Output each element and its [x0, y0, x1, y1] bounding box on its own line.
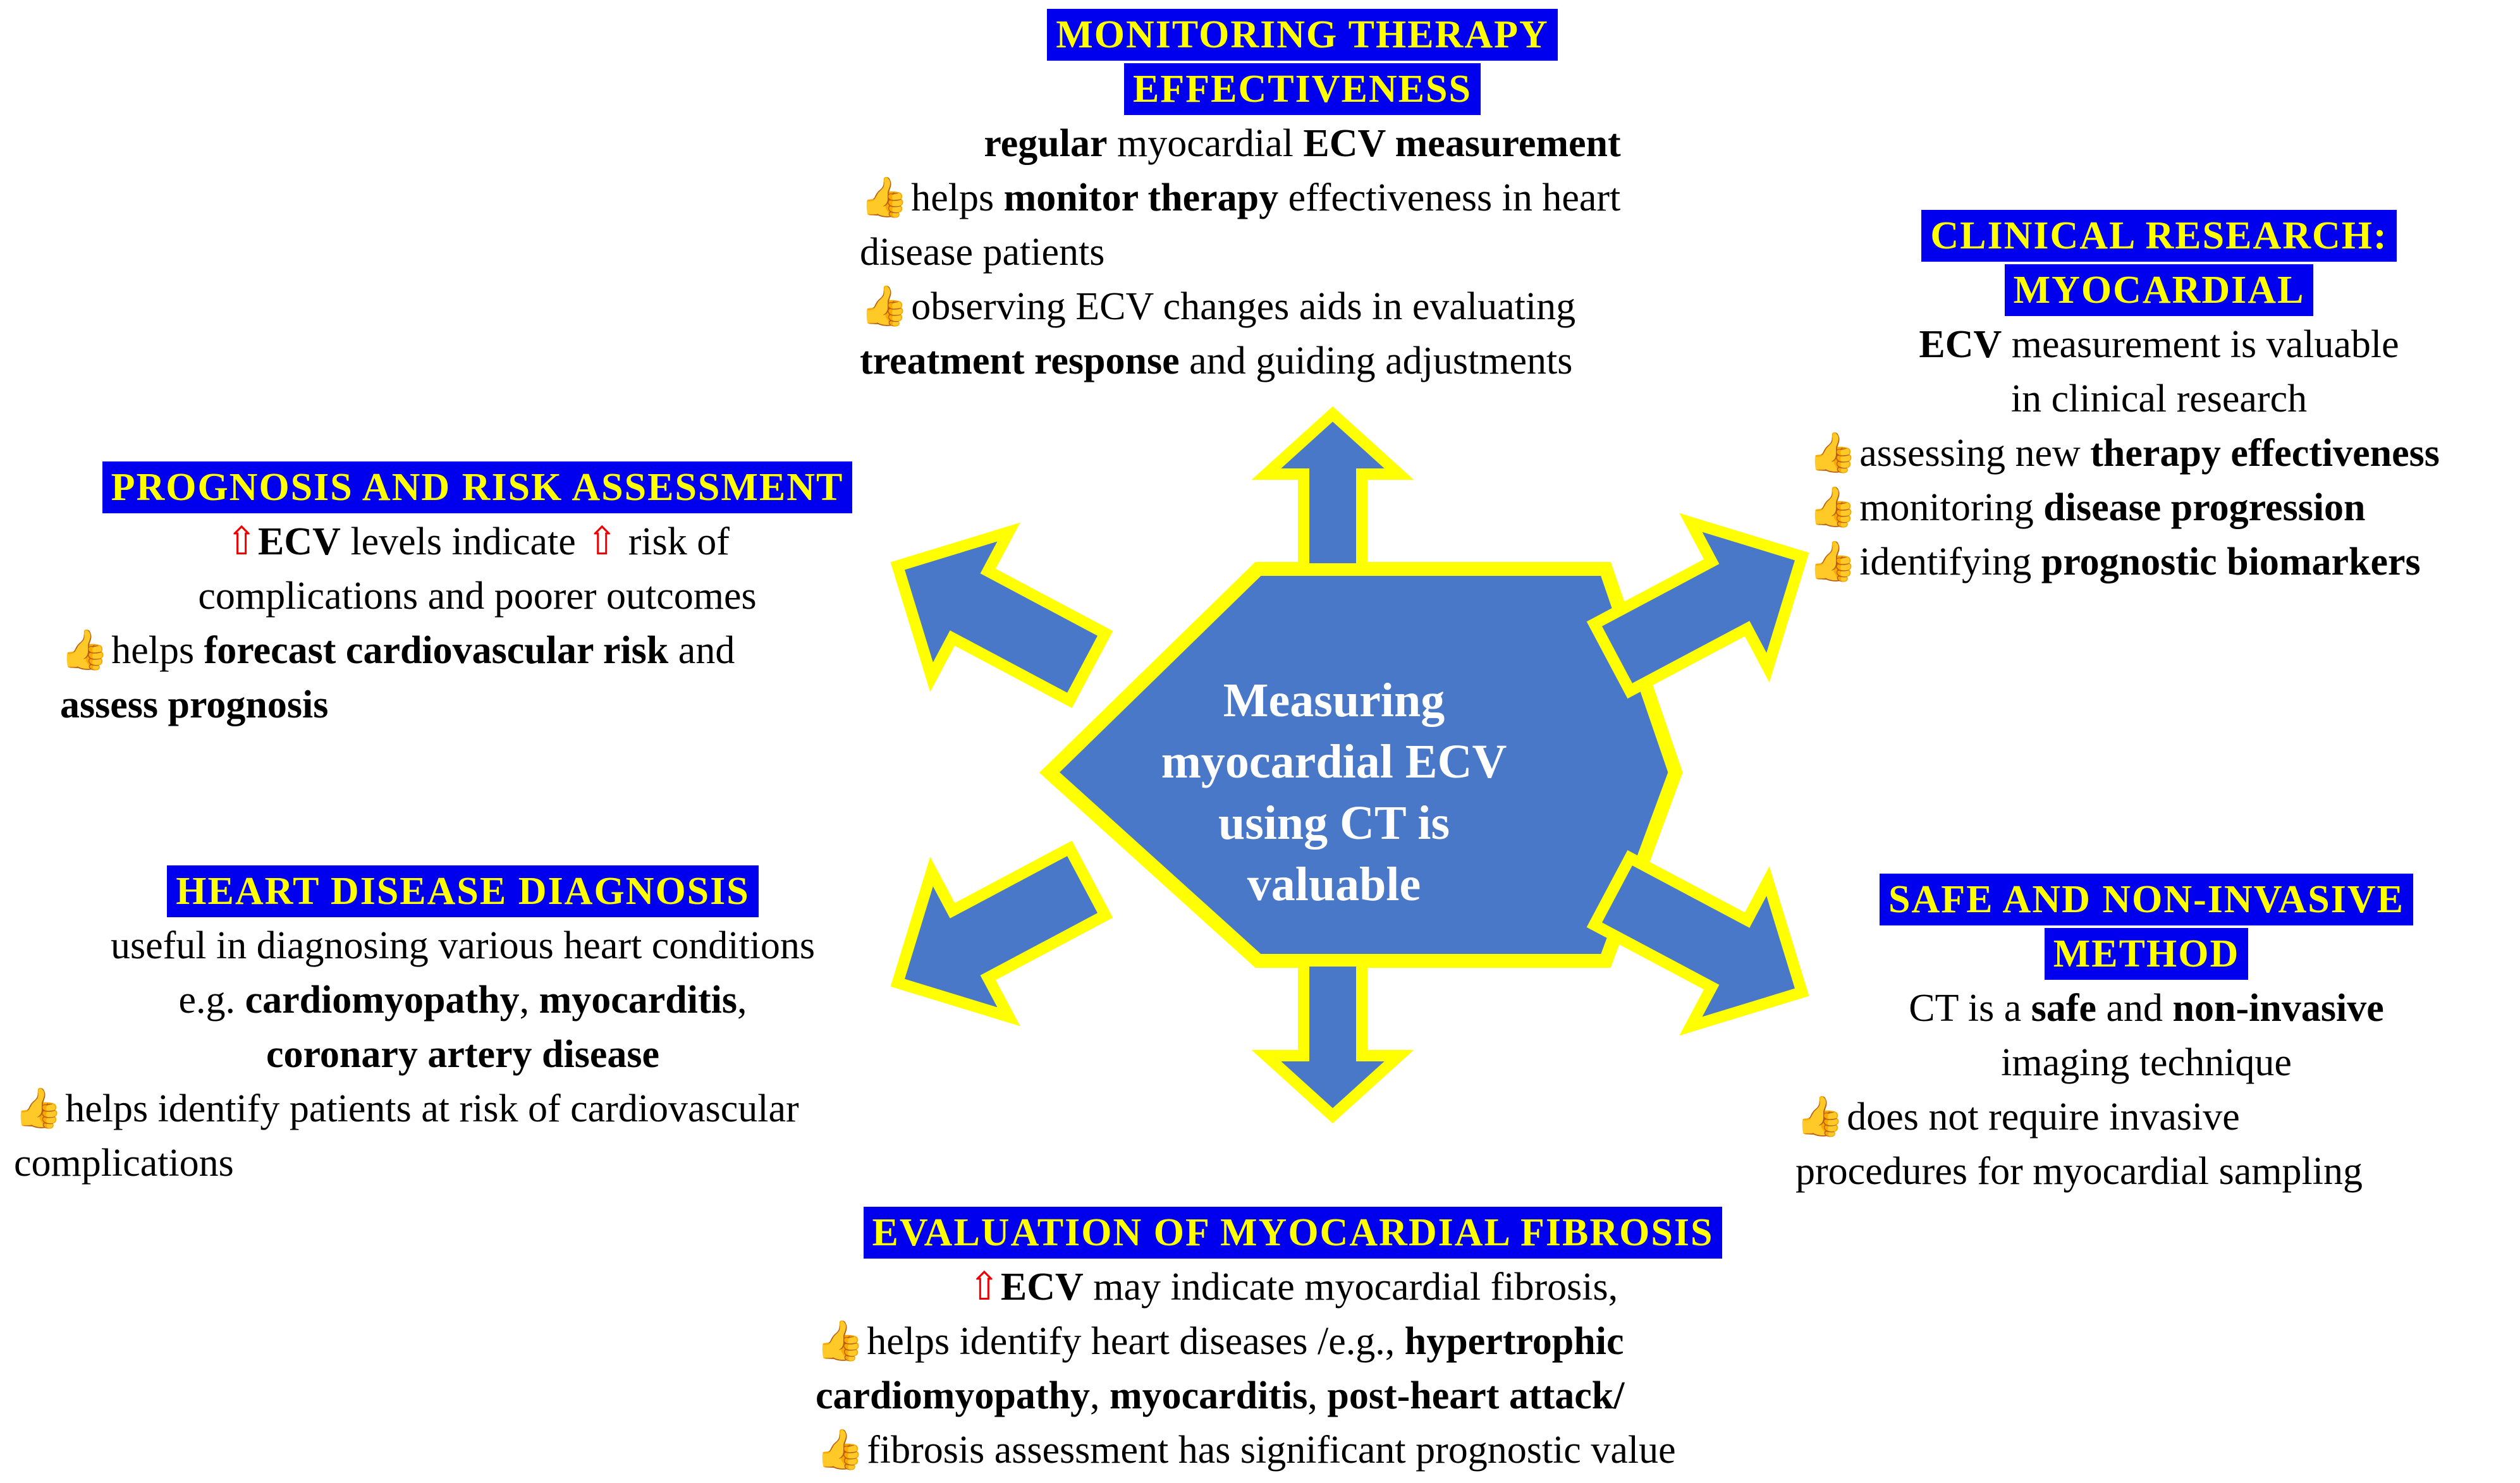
prognosis-line-2: complications and poorer outcomes [198, 575, 757, 618]
arrow-down [1266, 961, 1399, 1116]
diagnosis-text: cardiomyopathy [245, 979, 520, 1022]
fibrosis-line-4 [812, 1423, 1773, 1477]
fibrosis-line-1 [812, 1260, 1773, 1314]
monitoring-text: myocardial [1107, 122, 1304, 165]
fibrosis-text: myocarditis [1110, 1374, 1308, 1417]
thumbs-up-icon: 👍 [14, 1087, 63, 1130]
safe-text: safe [2031, 987, 2097, 1030]
prognosis-text: forecast cardiovascular risk [204, 629, 669, 672]
diagnosis-text: , [519, 979, 539, 1022]
fibrosis-text: , [1307, 1374, 1328, 1417]
research-title-line-2: MYOCARDIAL [2005, 264, 2314, 316]
fibrosis-section [812, 1205, 1773, 1477]
research-line-4 [1808, 480, 2510, 535]
monitoring-title-line-1: MONITORING THERAPY [1047, 9, 1558, 61]
safe-text: does not require invasive [1847, 1095, 2240, 1138]
fibrosis-text: ECV [1000, 1266, 1084, 1309]
monitoring-text: and guiding adjustments [1179, 339, 1573, 382]
research-line-1 [1808, 317, 2510, 372]
prognosis-title: PROGNOSIS AND RISK ASSESSMENT [102, 461, 853, 513]
fibrosis-text: post-heart attack [1327, 1374, 1614, 1417]
safe-section [1795, 872, 2497, 1199]
up-arrow-icon: ⇧ [585, 520, 619, 563]
diagnosis-text: e.g. [178, 979, 245, 1022]
diagnosis-line-1: useful in diagnosing various heart conditions [110, 924, 816, 967]
hub-label-line-3: using CT is [1218, 796, 1450, 850]
fibrosis-text: may indicate myocardial fibrosis, [1083, 1266, 1618, 1309]
safe-line-3 [1795, 1090, 2497, 1144]
safe-line-2: imaging technique [2001, 1041, 2292, 1084]
safe-title-line-2: METHOD [2045, 928, 2248, 980]
fibrosis-title: EVALUATION OF MYOCARDIAL FIBROSIS [864, 1207, 1723, 1259]
prognosis-text: helps [111, 629, 204, 672]
prognosis-line-1 [60, 515, 895, 569]
arrow-up [1266, 414, 1399, 569]
research-line-3 [1808, 426, 2510, 480]
diagnosis-line-4 [14, 1082, 912, 1136]
research-text: prognostic biomarkers [2041, 540, 2421, 583]
safe-title-line-1: SAFE AND NON-INVASIVE [1880, 874, 2413, 925]
thumbs-up-icon: 👍 [1808, 540, 1857, 583]
hub-label-line-1: Measuring [1223, 674, 1445, 727]
hub-label-line-2: myocardial ECV [1161, 735, 1507, 788]
diagnosis-text: myocarditis [539, 979, 737, 1022]
research-section [1808, 209, 2510, 589]
diagnosis-line-3: coronary artery disease [266, 1033, 660, 1076]
prognosis-text: and [668, 629, 735, 672]
hub-label [1043, 670, 1625, 915]
research-text: monitoring [1859, 486, 2044, 529]
diagnosis-section [14, 864, 912, 1190]
research-text: therapy effectiveness [2090, 432, 2440, 475]
diagnosis-line-5: complications [14, 1142, 234, 1185]
prognosis-section [60, 460, 895, 732]
up-arrow-icon: ⇧ [225, 520, 259, 563]
thumbs-up-icon: 👍 [60, 629, 109, 672]
research-text: ECV [1919, 323, 2002, 366]
thumbs-up-icon: 👍 [1808, 486, 1857, 529]
up-arrow-icon: ⇧ [967, 1266, 1001, 1309]
thumbs-up-icon: 👍 [1808, 432, 1857, 475]
thumbs-up-icon: 👍 [816, 1429, 865, 1472]
thumbs-up-icon: 👍 [860, 176, 909, 219]
research-title-line-1: CLINICAL RESEARCH: [1921, 210, 2396, 262]
fibrosis-text: cardiomyopathy [816, 1374, 1090, 1417]
monitoring-title-line-2: EFFECTIVENESS [1124, 63, 1481, 115]
diagnosis-text: helps identify patients at risk of cardiovascular [65, 1087, 799, 1130]
thumbs-up-icon: 👍 [816, 1320, 865, 1363]
monitoring-text: effectiveness in heart [1278, 176, 1621, 219]
research-text: disease progression [2043, 486, 2366, 529]
fibrosis-line-3 [812, 1369, 1773, 1423]
monitoring-text: observing ECV changes aids in evaluating [911, 285, 1576, 328]
fibrosis-line-2 [812, 1314, 1773, 1369]
monitoring-line-5 [860, 334, 1745, 388]
fibrosis-text: fibrosis assessment has significant prognostic value [867, 1429, 1676, 1472]
monitoring-line-2 [860, 171, 1745, 225]
prognosis-text: ECV [258, 520, 341, 563]
monitoring-text: helps [911, 176, 1004, 219]
diagnosis-text: , [737, 979, 747, 1022]
safe-line-1 [1795, 981, 2497, 1035]
prognosis-line-3 [60, 623, 895, 678]
monitoring-text: treatment response [860, 339, 1180, 382]
safe-text: non-invasive [2172, 987, 2384, 1030]
research-text: assessing new [1859, 432, 2091, 475]
diagnosis-title: HEART DISEASE DIAGNOSIS [167, 865, 759, 917]
research-text: measurement is valuable [2002, 323, 2399, 366]
prognosis-text: levels indicate [340, 520, 586, 563]
thumbs-up-icon: 👍 [1795, 1095, 1845, 1138]
fibrosis-text: helps identify heart diseases /e.g., [867, 1320, 1405, 1363]
safe-line-4: procedures for myocardial sampling [1795, 1150, 2363, 1193]
monitoring-text: ECV measurement [1303, 122, 1621, 165]
diagnosis-line-2 [14, 973, 912, 1027]
monitoring-text: monitor therapy [1003, 176, 1279, 219]
monitoring-line-1 [860, 116, 1745, 171]
research-text: identifying [1859, 540, 2041, 583]
monitoring-text: regular [984, 122, 1108, 165]
fibrosis-text: / [1613, 1374, 1625, 1417]
hub-label-line-4: valuable [1247, 858, 1421, 911]
safe-text: and [2096, 987, 2173, 1030]
research-line-5 [1808, 535, 2510, 589]
fibrosis-text: , [1090, 1374, 1110, 1417]
monitoring-section [860, 8, 1745, 388]
fibrosis-text: hypertrophic [1404, 1320, 1624, 1363]
monitoring-line-3: disease patients [860, 231, 1105, 274]
monitoring-line-4 [860, 279, 1745, 334]
thumbs-up-icon: 👍 [860, 285, 909, 328]
research-line-2: in clinical research [2010, 377, 2308, 420]
prognosis-text: risk of [618, 520, 730, 563]
safe-text: CT is a [1909, 987, 2031, 1030]
prognosis-line-4: assess prognosis [60, 683, 329, 726]
